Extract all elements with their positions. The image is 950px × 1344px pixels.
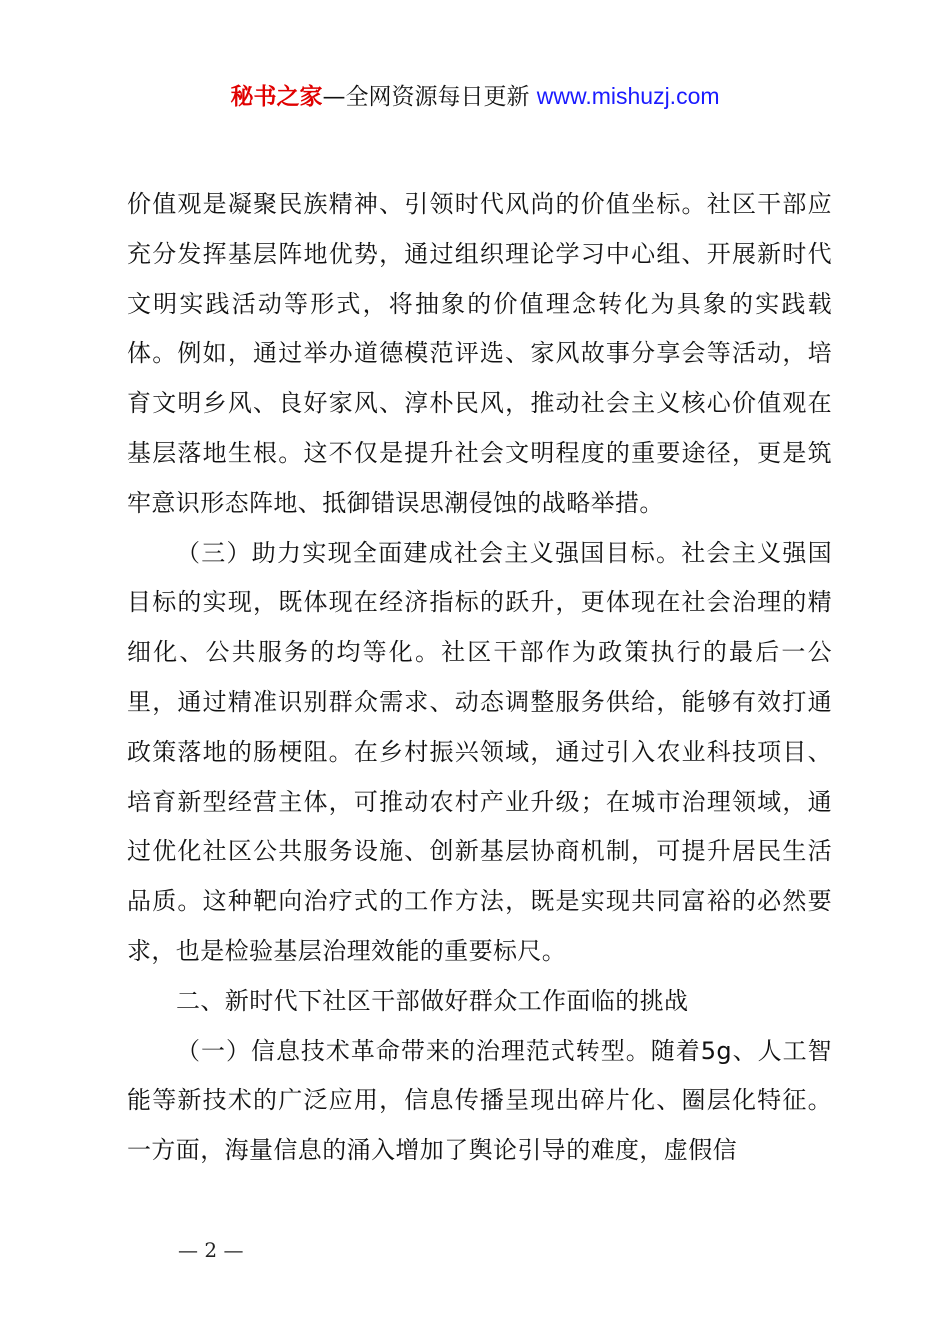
site-url-link[interactable]: www.mishuzj.com — [536, 83, 720, 109]
document-body — [127, 180, 832, 1176]
section-paragraph: （一）信息技术革命带来的治理范式转型。随着5g、人工智能等新技术的广泛应用，信息传播呈现出碎片化、圈层化特征。一方面，海量信息的涌入增加了舆论引导的难度，虚假信 — [127, 1036, 832, 1165]
page-number: — 2 — — [178, 1238, 244, 1262]
site-brand: 秘书之家 — [230, 84, 323, 110]
site-header — [0, 80, 950, 113]
section-heading: 二、新时代下社区干部做好群众工作面临的挑战 — [176, 986, 689, 1015]
body-paragraph: 价值观是凝聚民族精神、引领时代风尚的价值坐标。社区干部应充分发挥基层阵地优势，通过组织理论学习中心组、开展新时代文明实践活动等形式，将抽象的价值理念转化为具象的实践载体。例如，通过举办道德模范评选、家风故事分享会等活动，培育文明乡风、良好家风、淳朴民风，推动社会主义核心价值观在基层落地生根。这不仅是提升社会文明程度的重要途径，更是筑牢意识形态阵地、抵御错误思潮侵蚀的战略举措。 — [127, 190, 832, 517]
site-tagline: —全网资源每日更新 — [322, 84, 537, 110]
section-paragraph: （三）助力实现全面建成社会主义强国目标。社会主义强国目标的实现，既体现在经济指标的跃升，更体现在社会治理的精细化、公共服务的均等化。社区干部作为政策执行的最后一公里，通过精准识别群众需求、动态调整服务供给，能够有效打通政策落地的肠梗阻。在乡村振兴领域，通过引入农业科技项目、培育新型经营主体，可推动农村产业升级；在城市治理领域，通过优化社区公共服务设施、创新基层协商机制，可提升居民生活品质。这种靶向治疗式的工作方法，既是实现共同富裕的必然要求，也是检验基层治理效能的重要标尺。 — [127, 538, 832, 965]
